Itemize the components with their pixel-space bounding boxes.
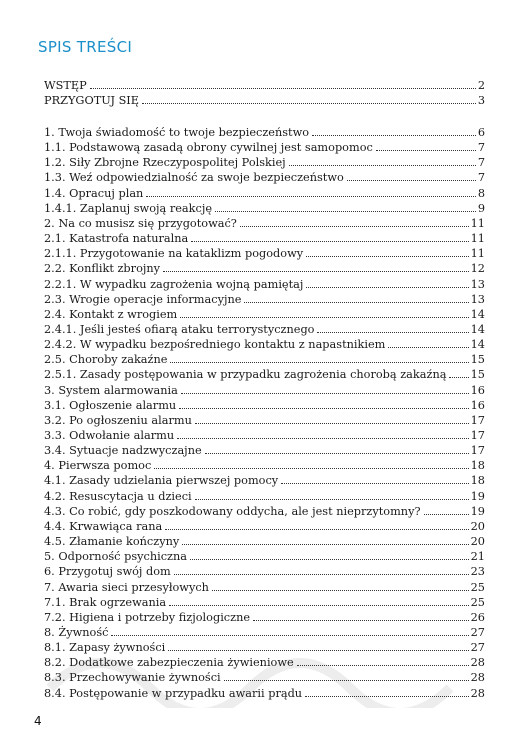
toc-dot-leader [449, 366, 468, 378]
toc-entry-title: 8.4. Postępowanie w przypadku awarii prądu [44, 686, 303, 700]
toc-dot-leader [163, 260, 469, 272]
toc-entry-page: 17 [470, 429, 485, 442]
toc-entry-title: 2.4.2. W wypadku bezpośredniego kontaktu z napastnikiem [44, 338, 386, 352]
toc-entry-page: 25 [470, 595, 485, 609]
toc-dot-leader [170, 351, 468, 363]
toc-entry-title: 4.4. Krwawiąca rana [44, 519, 163, 533]
toc-entry-page: 21 [470, 550, 485, 564]
toc-entry-page: 18 [470, 459, 485, 473]
toc-dot-leader [190, 548, 469, 560]
toc-entry-page: 11 [470, 216, 485, 230]
toc-entry [44, 245, 485, 260]
toc-dot-leader [195, 488, 469, 500]
toc-entry [44, 321, 485, 336]
toc-entry-title: 2.2. Konflikt zbrojny [44, 262, 161, 276]
toc-entry [44, 169, 485, 184]
toc-entry-title: 3.2. Po ogłoszeniu alarmu [44, 413, 192, 427]
toc-entry-title: 4. Pierwsza pomoc [44, 459, 152, 473]
toc-dot-leader [205, 442, 469, 454]
toc-entry [44, 291, 485, 306]
toc-dot-leader [253, 609, 469, 621]
toc-entry [44, 215, 485, 230]
toc-entry-page: 13 [470, 292, 485, 306]
toc-dot-leader [90, 77, 476, 89]
toc-entry-page: 12 [470, 262, 485, 276]
toc-dot-leader [179, 397, 468, 409]
toc-entry-page: 7 [477, 156, 485, 170]
page-number: 4 [34, 714, 42, 728]
toc-dot-leader [169, 594, 469, 606]
toc-entry [44, 351, 485, 366]
toc-entry-title: 8.1. Zapasy żywności [44, 641, 166, 655]
toc-entry [44, 412, 485, 427]
toc-entry [44, 533, 485, 548]
toc-entry-title: 8.3. Przechowywanie żywności [44, 671, 221, 685]
toc-entry-title: 4.2. Resuscytacja u dzieci [44, 489, 192, 503]
toc-entry [44, 472, 485, 487]
toc-dot-leader [376, 139, 476, 151]
toc-dot-leader [281, 472, 468, 484]
toc-dot-leader [297, 654, 469, 666]
toc-dot-leader [289, 154, 476, 166]
toc-entry-title: 7. Awaria sieci przesyłowych [44, 580, 209, 594]
toc-entry-page: 17 [470, 413, 485, 427]
toc-dot-leader [177, 427, 468, 439]
toc-entry-page: 8 [477, 186, 485, 200]
toc-dot-leader [142, 92, 476, 104]
toc-dot-leader [424, 503, 469, 515]
toc-entry-page: 14 [470, 307, 485, 321]
toc-entry [44, 609, 485, 624]
toc-entry [44, 488, 485, 503]
toc-entry-title: 1.2. Siły Zbrojne Rzeczypospolitej Polskiej [44, 156, 286, 170]
toc-dot-leader [181, 382, 469, 394]
toc-entry-page: 3 [477, 94, 485, 107]
toc-dot-leader [111, 624, 468, 636]
toc-entry-page: 28 [470, 656, 485, 670]
toc-entry-page: 14 [470, 322, 485, 336]
toc-dot-leader [306, 276, 468, 288]
toc-entry [44, 200, 485, 215]
toc-entry-page: 20 [470, 519, 485, 533]
toc-entry-title: 5. Odporność psychiczna [44, 550, 188, 564]
toc-entry-page: 7 [477, 171, 485, 185]
toc-entry [44, 260, 485, 275]
toc-entry-title: WSTĘP [44, 79, 87, 92]
toc-entry-page: 16 [470, 383, 485, 397]
toc-entry-page: 23 [470, 565, 485, 579]
toc-dot-leader [191, 230, 468, 242]
toc-entry [44, 442, 485, 457]
toc-entry-title: 1.4. Opracuj plan [44, 186, 144, 200]
toc-entry-page: 15 [470, 353, 485, 367]
toc-entry-title: PRZYGOTUJ SIĘ [44, 94, 140, 107]
toc-entry-title: 6. Przygotuj swój dom [44, 565, 171, 579]
toc-entry [44, 306, 485, 321]
toc-entry-title: 2.4. Kontakt z wrogiem [44, 307, 178, 321]
toc-dot-leader [306, 245, 468, 257]
toc-entry-title: 2.1.1. Przygotowanie na kataklizm pogodowy [44, 247, 304, 261]
toc-entry-page: 19 [470, 489, 485, 503]
toc-dot-leader [240, 215, 469, 227]
toc-entry [44, 230, 485, 245]
toc-entry-page: 27 [470, 641, 485, 655]
toc-entry-page: 19 [470, 504, 485, 518]
toc-entry [44, 579, 485, 594]
toc-entry [44, 154, 485, 169]
toc-entry-title: 2.4.1. Jeśli jesteś ofiarą ataku terrorystycznego [44, 322, 315, 336]
toc-entry-page: 28 [470, 671, 485, 685]
toc-entry [44, 77, 485, 92]
toc-dot-leader [224, 669, 469, 681]
toc-entry [44, 185, 485, 200]
toc-entry-page: 28 [470, 686, 485, 700]
toc-dot-leader [305, 685, 469, 697]
toc-entry [44, 336, 485, 351]
toc-entry-title: 2.2.1. W wypadku zagrożenia wojną pamiętaj [44, 277, 304, 291]
toc-entry-page: 7 [477, 141, 485, 155]
toc-entry-title: 3.4. Sytuacje nadzwyczajne [44, 444, 202, 458]
toc-entry-title: 7.2. Higiena i potrzeby fizjologiczne [44, 610, 251, 624]
toc-dot-leader [168, 639, 468, 651]
toc-dot-leader [244, 291, 468, 303]
toc-entry-title: 1. Twoja świadomość to twoje bezpieczeństwo [44, 126, 310, 139]
toc-dot-leader [195, 412, 469, 424]
toc-entry [44, 427, 485, 442]
toc-entry [44, 124, 485, 139]
toc-entry [44, 503, 485, 518]
toc-entry-title: 4.3. Co robić, gdy poszkodowany oddycha, ale jest nieprzytomny? [44, 504, 421, 518]
toc-entry-title: 8.2. Dodatkowe zabezpieczenia żywieniowe [44, 656, 294, 670]
toc-entry-title: 2.1. Katastrofa naturalna [44, 232, 189, 246]
toc-entry-title: 3. System alarmowania [44, 383, 178, 397]
toc-entry [44, 685, 485, 700]
toc-entry-page: 11 [470, 247, 485, 261]
toc-entry [44, 457, 485, 472]
toc-entry-page: 9 [477, 201, 485, 215]
toc-entry-title: 2. Na co musisz się przygotować? [44, 216, 237, 230]
toc-entry [44, 594, 485, 609]
toc-entry-page: 14 [470, 338, 485, 352]
toc-entry-page: 27 [470, 625, 485, 639]
toc-entry [44, 624, 485, 639]
page-title: SPIS TREŚCI [38, 38, 133, 56]
toc-entry [44, 654, 485, 669]
toc-entry [44, 563, 485, 578]
toc-dot-leader [388, 336, 468, 348]
toc-dot-leader [182, 533, 468, 545]
toc-dot-leader [165, 518, 468, 530]
toc-dot-leader [212, 579, 469, 591]
toc-entry-title: 4.5. Złamanie kończyny [44, 535, 180, 549]
toc-entry-page: 26 [470, 610, 485, 624]
toc-dot-leader [312, 124, 476, 136]
toc-dot-leader [146, 185, 475, 197]
toc-entry-title: 1.4.1. Zaplanuj swoją reakcję [44, 201, 213, 215]
toc-entry [44, 397, 485, 412]
toc-dot-leader [215, 200, 476, 212]
toc-entry-page: 20 [470, 535, 485, 549]
toc-entry-title: 4.1. Zasady udzielania pierwszej pomocy [44, 474, 279, 488]
toc-dot-leader [347, 169, 476, 181]
toc-entry [44, 276, 485, 291]
toc-entry-page: 17 [470, 444, 485, 458]
toc-entry-page: 13 [470, 277, 485, 291]
toc-entry-page: 16 [470, 398, 485, 412]
toc-entry-page: 15 [470, 368, 485, 382]
toc-entry-page: 18 [470, 474, 485, 488]
toc-entry-page: 25 [470, 580, 485, 594]
toc-entry [44, 382, 485, 397]
toc-entry [44, 639, 485, 654]
toc-entry-title: 3.3. Odwołanie alarmu [44, 429, 175, 442]
toc-entry [44, 669, 485, 684]
toc-entry [44, 139, 485, 154]
toc-entry [44, 366, 485, 381]
toc-entry-title: 2.3. Wrogie operacje informacyjne [44, 292, 242, 306]
toc-entry-page: 2 [477, 79, 485, 92]
toc-entry-title: 3.1. Ogłoszenie alarmu [44, 398, 177, 412]
toc-dot-leader [317, 321, 468, 333]
toc-dot-leader [154, 457, 468, 469]
toc-entry [44, 92, 485, 107]
toc-entry-title: 7.1. Brak ogrzewania [44, 595, 167, 609]
toc-entry-title: 2.5.1. Zasady postępowania w przypadku zagrożenia chorobą zakaźną [44, 368, 447, 382]
toc-dot-leader [174, 563, 469, 575]
toc-entry [44, 548, 485, 563]
toc-entry-title: 1.1. Podstawową zasadą obrony cywilnej jest samopomoc [44, 141, 373, 155]
toc-entry-title: 1.3. Weź odpowiedzialność za swoje bezpieczeństwo [44, 171, 344, 185]
toc-entry-page: 11 [470, 232, 485, 246]
toc-entry-title: 2.5. Choroby zakaźne [44, 353, 168, 367]
toc-entry-page: 6 [477, 126, 485, 139]
toc-dot-leader [180, 306, 468, 318]
toc-entry [44, 518, 485, 533]
toc-entry-title: 8. Żywność [44, 625, 109, 639]
